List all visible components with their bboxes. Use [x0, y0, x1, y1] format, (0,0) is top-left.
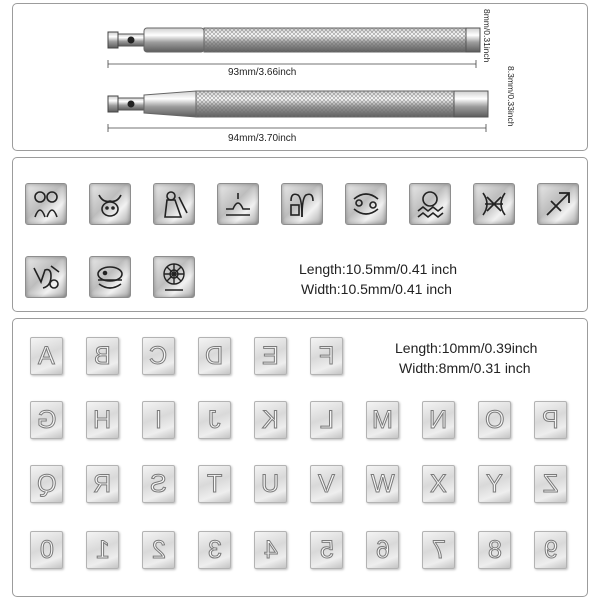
letter-stamp: F	[310, 337, 343, 375]
alphabet-width-spec: Width:8mm/0.31 inch	[399, 360, 531, 376]
tool-2-length-dimension-line	[106, 123, 488, 133]
letter-stamp: W	[366, 465, 399, 503]
letter-stamp: G	[30, 401, 63, 439]
aquarius-icon	[409, 183, 451, 225]
number-stamp: 4	[254, 531, 287, 569]
taurus-icon	[89, 183, 131, 225]
tool-2-diameter-label: 8.3mm/0.33inch	[506, 66, 516, 127]
number-stamp: 1	[86, 531, 119, 569]
punch-tool-2	[106, 86, 496, 122]
number-stamp: 0	[30, 531, 63, 569]
letter-stamp: Y	[478, 465, 511, 503]
tool-2-length-label: 94mm/3.70inch	[228, 133, 297, 144]
letter-stamp: D	[198, 337, 231, 375]
alphabet-stamps-panel	[12, 318, 588, 597]
letter-stamp: R	[86, 465, 119, 503]
sagittarius-icon	[537, 183, 579, 225]
symbol-width-spec: Width:10.5mm/0.41 inch	[301, 281, 452, 297]
number-stamp: 7	[422, 531, 455, 569]
letter-stamp: J	[198, 401, 231, 439]
letter-stamp: E	[254, 337, 287, 375]
leo-icon	[89, 256, 131, 298]
letter-stamp: T	[198, 465, 231, 503]
punch-tool-1	[106, 22, 486, 58]
number-stamp: 9	[534, 531, 567, 569]
letter-stamp: X	[422, 465, 455, 503]
number-stamp: 5	[310, 531, 343, 569]
cancer-icon	[345, 183, 387, 225]
letter-stamp: B	[86, 337, 119, 375]
virgo-icon	[153, 183, 195, 225]
number-stamp: 2	[142, 531, 175, 569]
alphabet-length-spec: Length:10mm/0.39inch	[395, 340, 538, 356]
number-stamp: 6	[366, 531, 399, 569]
number-stamp: 8	[478, 531, 511, 569]
letter-stamp: K	[254, 401, 287, 439]
letter-stamp: M	[366, 401, 399, 439]
letter-stamp: Q	[30, 465, 63, 503]
tool-1-diameter-label: 8mm/0.31inch	[482, 9, 492, 63]
letter-stamp: N	[422, 401, 455, 439]
letter-stamp: I	[142, 401, 175, 439]
letter-stamp: P	[534, 401, 567, 439]
zodiac-stamps-panel	[12, 157, 588, 312]
tools-panel	[12, 3, 588, 151]
tool-1-length-label: 93mm/3.66inch	[228, 67, 297, 78]
aries-icon	[281, 183, 323, 225]
letter-stamp: V	[310, 465, 343, 503]
capricorn-icon	[25, 256, 67, 298]
letter-stamp: S	[142, 465, 175, 503]
letter-stamp: L	[310, 401, 343, 439]
gemini-icon	[25, 183, 67, 225]
letter-stamp: U	[254, 465, 287, 503]
letter-stamp: Z	[534, 465, 567, 503]
libra-icon	[217, 183, 259, 225]
letter-stamp: H	[86, 401, 119, 439]
letter-stamp: A	[30, 337, 63, 375]
symbol-length-spec: Length:10.5mm/0.41 inch	[299, 261, 457, 277]
letter-stamp: O	[478, 401, 511, 439]
pisces-icon	[473, 183, 515, 225]
letter-stamp: C	[142, 337, 175, 375]
number-stamp: 3	[198, 531, 231, 569]
scorpio-icon	[153, 256, 195, 298]
